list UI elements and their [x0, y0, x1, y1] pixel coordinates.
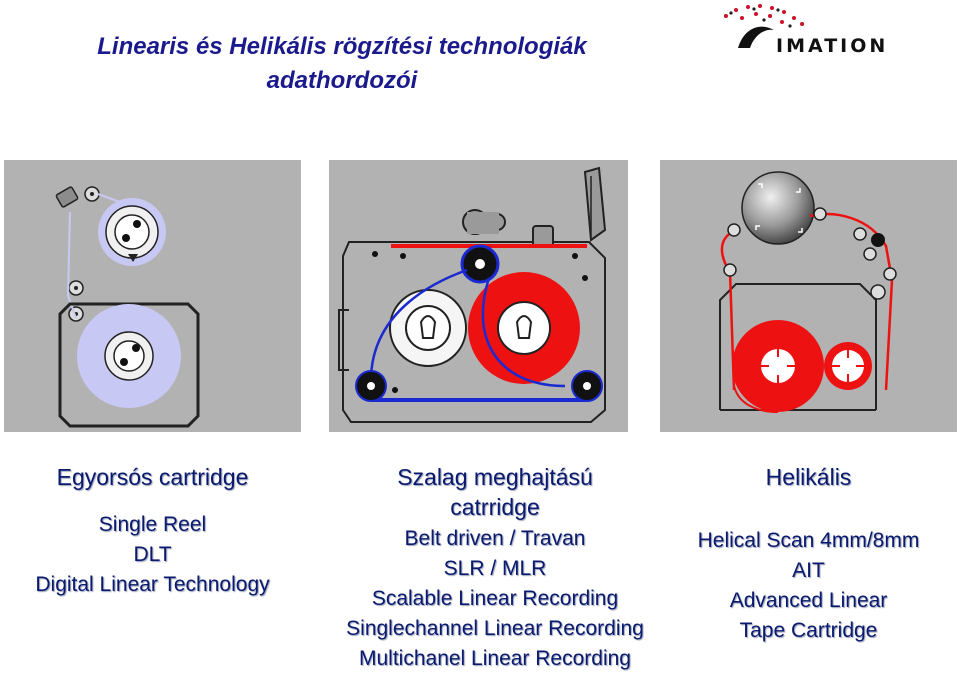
line-dlt: DLT [133, 543, 172, 566]
capstan-icon [463, 210, 505, 234]
column-helical [660, 462, 957, 646]
line-helical-scan: Helical Scan 4mm/8mm [697, 529, 920, 552]
heading-belt-driven-2: catrridge [450, 494, 540, 520]
line-advanced-linear: Advanced Linear [729, 589, 888, 612]
column-belt-driven [300, 462, 690, 674]
left-tape-reel-icon [390, 290, 466, 366]
page-title [22, 30, 662, 98]
line-dlt-full: Digital Linear Technology [35, 573, 270, 596]
right-belt-roller-icon [572, 371, 602, 401]
line-travan: Belt driven / Travan [404, 527, 586, 550]
line-slr-mlr: SLR / MLR [443, 557, 547, 580]
heading-helical: Helikális [765, 464, 852, 490]
drive-roller-icon [462, 246, 498, 282]
helical-scan-diagram [660, 160, 957, 432]
line-singlechannel: Singlechannel Linear Recording [346, 617, 644, 640]
line-scalable: Scalable Linear Recording [371, 587, 619, 610]
belt-driven-diagram [329, 160, 628, 432]
line-tape-cartridge: Tape Cartridge [739, 619, 878, 642]
title-line-2: adathordozói [266, 67, 418, 94]
takeup-reel-icon [824, 342, 872, 390]
heading-belt-driven-1: Szalag meghajtású [397, 464, 593, 490]
left-belt-roller-icon [356, 371, 386, 401]
logo-text: IMATION [776, 35, 889, 57]
heading-single-reel: Egyorsós cartridge [56, 464, 249, 490]
supply-reel-icon [732, 320, 824, 412]
column-single-reel [4, 462, 301, 600]
line-ait: AIT [792, 559, 825, 582]
scan-drum-icon [742, 172, 814, 244]
imation-logo [716, 2, 958, 58]
line-single-reel: Single Reel [98, 513, 207, 536]
upper-reel-icon [98, 198, 166, 266]
single-reel-diagram [4, 160, 301, 432]
title-line-1: Linearis és Helikális rögzítési technologiák [97, 33, 587, 60]
line-multichannel: Multichanel Linear Recording [359, 647, 631, 670]
